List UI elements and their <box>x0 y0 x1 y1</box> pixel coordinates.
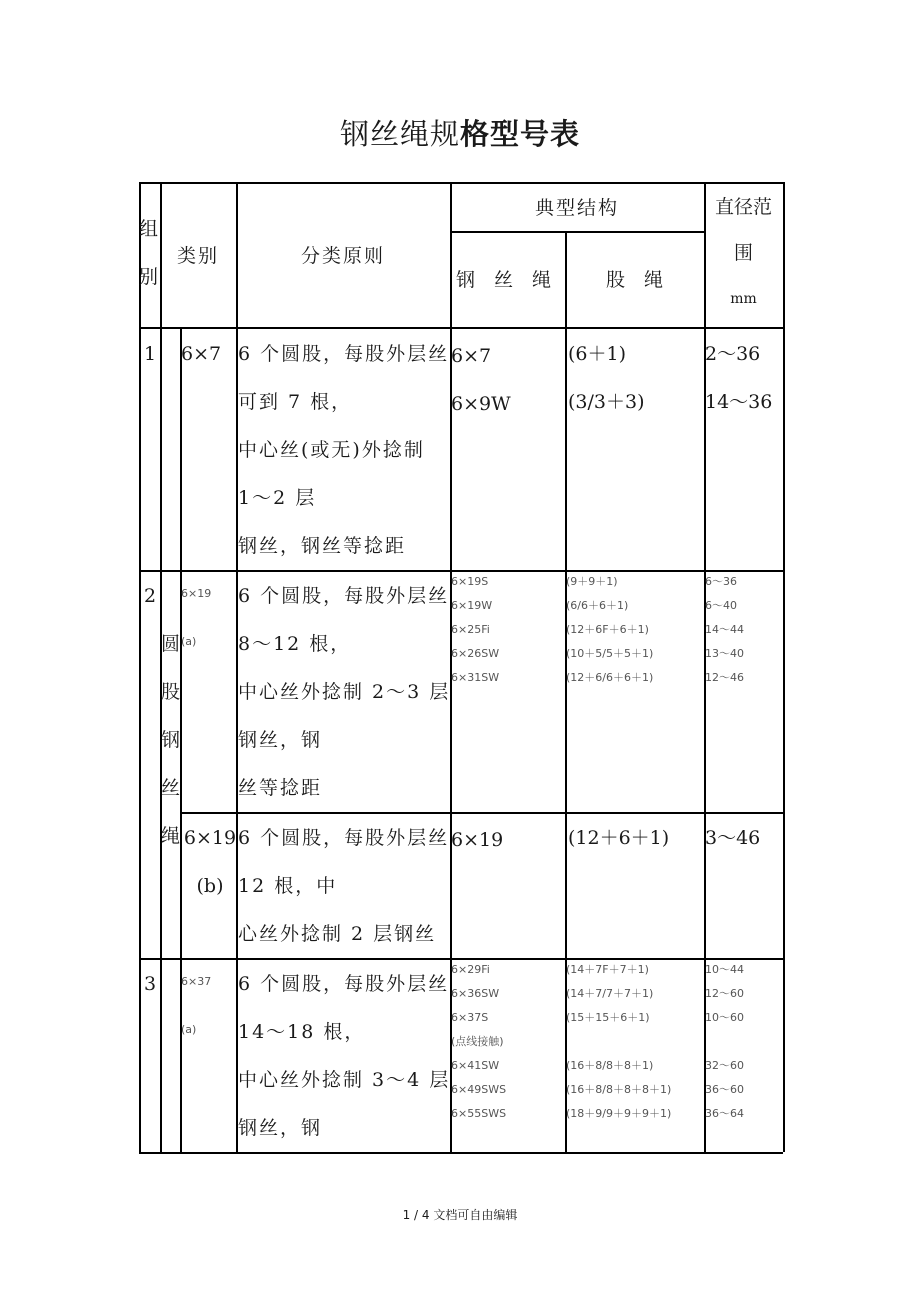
header-group <box>139 205 160 301</box>
row-category <box>181 958 237 1054</box>
row-diameters-line: 12～60 <box>705 987 744 1000</box>
category-vertical-line: 绳 <box>161 825 181 847</box>
row-category-line: 6×37 <box>181 975 212 988</box>
row-principle <box>238 814 452 958</box>
row-strands-line: (10＋5/5＋5＋1) <box>566 647 654 660</box>
row-category-line: (a) <box>181 1023 197 1036</box>
row-ropes-line: 6×36SW <box>451 987 500 1000</box>
row-ropes-line: 6×55SWS <box>451 1107 507 1120</box>
header-diameter-line: 直径范 <box>714 196 772 218</box>
header-strand <box>565 256 704 304</box>
row-diameters <box>705 814 784 862</box>
row-strands-line: (3/3＋3) <box>568 391 645 413</box>
header-diameter-line: 围 <box>733 242 753 264</box>
row-ropes-line: 6×41SW <box>451 1059 500 1072</box>
row-principle-line: 钢丝，钢 <box>238 729 323 751</box>
row-strands-line: (6＋1) <box>568 343 627 365</box>
row-ropes <box>451 570 566 690</box>
row-diameters-line: 2～36 <box>705 343 761 365</box>
header-typical-structure <box>450 184 704 232</box>
row-strands <box>566 958 705 1126</box>
row-diameters-line: 14～36 <box>705 391 773 413</box>
row-strands-line: (12＋6＋1) <box>568 827 670 849</box>
row-ropes-line: 6×19W <box>451 599 493 612</box>
row-ropes-line: 6×29Fi <box>451 963 490 976</box>
header-group-line: 组 <box>139 218 159 240</box>
row-group <box>144 330 164 378</box>
row-principle-line: 6 个圆股，每股外层丝 <box>238 973 450 995</box>
row-strands-line: (12＋6F＋6＋1) <box>566 623 649 636</box>
row-ropes-line: 6×19 <box>451 829 504 851</box>
row-strands <box>568 330 707 426</box>
row-diameters-line <box>705 1030 784 1054</box>
row-diameters-line: 10～44 <box>705 963 744 976</box>
row-strands-line: (14＋7/7＋7＋1) <box>566 987 654 1000</box>
page-footer: 1 / 4 文档可自由编辑 <box>402 1208 518 1222</box>
row-strands-line: (16＋8/8＋8＋8＋1) <box>566 1083 672 1096</box>
row-principle-line: 14～18 根， <box>238 1021 366 1043</box>
row-principle-line: 可到 7 根， <box>238 391 353 413</box>
row-diameters-line: 3～46 <box>705 827 761 849</box>
row-principle-line: 12 根，中 <box>238 875 338 897</box>
row-ropes-line: 6×37S <box>451 1011 489 1024</box>
row-diameters-line: 36～64 <box>705 1107 744 1120</box>
row-diameters-line: 13～40 <box>705 647 744 660</box>
row-strands-line <box>566 1030 705 1054</box>
row-principle <box>238 330 452 570</box>
header-category-line: 类别 <box>176 245 219 267</box>
row-category <box>181 570 237 666</box>
row-category <box>181 330 237 378</box>
row-principle-line: 8～12 根， <box>238 633 352 655</box>
row-ropes-line: 6×9W <box>451 393 511 415</box>
row-principle-line: 中心丝(或无)外捻制 <box>238 439 425 461</box>
row-category-line: (b) <box>196 875 224 897</box>
row-principle <box>238 960 452 1152</box>
row-category-line: 6×7 <box>181 343 222 365</box>
row-strands <box>568 814 707 862</box>
row-group-line: 2 <box>144 585 157 607</box>
row-diameters-line: 10～60 <box>705 1011 744 1024</box>
row-strands-line: (6/6＋6＋1) <box>566 599 629 612</box>
row-group <box>144 572 164 620</box>
row-principle-line: 中心丝外捻制 3～4 层 <box>238 1069 451 1091</box>
category-vertical-line: 股 <box>161 681 181 703</box>
row-ropes <box>451 332 566 428</box>
row-strands-line: (12＋6/6＋6＋1) <box>566 671 654 684</box>
row-ropes-line: 6×7 <box>451 345 492 367</box>
row-category-line: 6×19 <box>181 587 212 600</box>
row-diameters <box>705 330 784 426</box>
row-principle-line: 钢丝，钢 <box>238 1117 323 1139</box>
row-principle <box>238 572 452 812</box>
row-strands-line: (15＋15＋6＋1) <box>566 1011 650 1024</box>
row-principle-line: 6 个圆股，每股外层丝 <box>238 343 450 365</box>
table-border <box>139 1152 783 1154</box>
header-group-line: 别 <box>139 266 159 288</box>
row-ropes-line: (点线接触) <box>451 1035 504 1048</box>
row-principle-line: 6 个圆股，每股外层丝 <box>238 827 450 849</box>
header-typical-structure-line: 典型结构 <box>534 197 619 219</box>
row-strands-line: (16＋8/8＋8＋1) <box>566 1059 654 1072</box>
header-wire-rope-line: 钢 丝 绳 <box>456 269 552 291</box>
category-vertical-line: 钢 <box>161 729 181 751</box>
row-ropes-line: 6×19S <box>451 575 489 588</box>
row-diameters <box>705 570 784 690</box>
row-principle-line: 6 个圆股，每股外层丝 <box>238 585 450 607</box>
row-group-line: 3 <box>144 973 157 995</box>
row-ropes <box>451 958 566 1126</box>
row-diameters <box>705 958 784 1126</box>
row-group-line: 1 <box>144 343 157 365</box>
row-strands <box>566 570 705 690</box>
category-vertical-line: 圆 <box>161 633 181 655</box>
row-diameters-line: 36～60 <box>705 1083 744 1096</box>
header-category <box>160 232 236 280</box>
row-strands-line: (18＋9/9＋9＋9＋1) <box>566 1107 672 1120</box>
row-diameters-line: 32～60 <box>705 1059 744 1072</box>
category-vertical-line: 丝 <box>161 777 181 799</box>
row-ropes-line: 6×49SWS <box>451 1083 507 1096</box>
row-diameters-line: 12～46 <box>705 671 744 684</box>
row-diameters-line: 6～40 <box>705 599 737 612</box>
row-diameters-line: 14～44 <box>705 623 744 636</box>
row-ropes-line: 6×31SW <box>451 671 500 684</box>
row-group <box>144 960 164 1008</box>
header-diameter-line: mm <box>730 291 757 307</box>
header-principle-line: 分类原则 <box>300 245 385 267</box>
row-category-line: (a) <box>181 635 197 648</box>
row-principle-line: 丝等捻距 <box>238 777 323 799</box>
row-principle-line: 1～2 层 <box>238 487 317 509</box>
table-border <box>139 182 141 1152</box>
row-principle-line: 中心丝外捻制 2～3 层 <box>238 681 451 703</box>
header-strand-line: 股 绳 <box>605 269 663 291</box>
row-category <box>179 814 241 910</box>
header-principle <box>236 232 450 280</box>
row-principle-line: 心丝外捻制 2 层钢丝 <box>238 923 437 945</box>
row-ropes <box>451 816 566 864</box>
row-diameters-line: 6～36 <box>705 575 737 588</box>
row-strands-line: (14＋7F＋7＋1) <box>566 963 649 976</box>
header-diameter <box>704 184 783 322</box>
row-ropes-line: 6×26SW <box>451 647 500 660</box>
row-ropes-line: 6×25Fi <box>451 623 490 636</box>
row-strands-line: (9＋9＋1) <box>566 575 618 588</box>
header-wire-rope <box>456 256 571 304</box>
page-title: 钢丝绳规格型号表 <box>339 117 581 151</box>
category-vertical <box>161 620 181 860</box>
row-category-line: 6×19 <box>183 827 237 849</box>
row-principle-line: 钢丝，钢丝等捻距 <box>238 535 407 557</box>
